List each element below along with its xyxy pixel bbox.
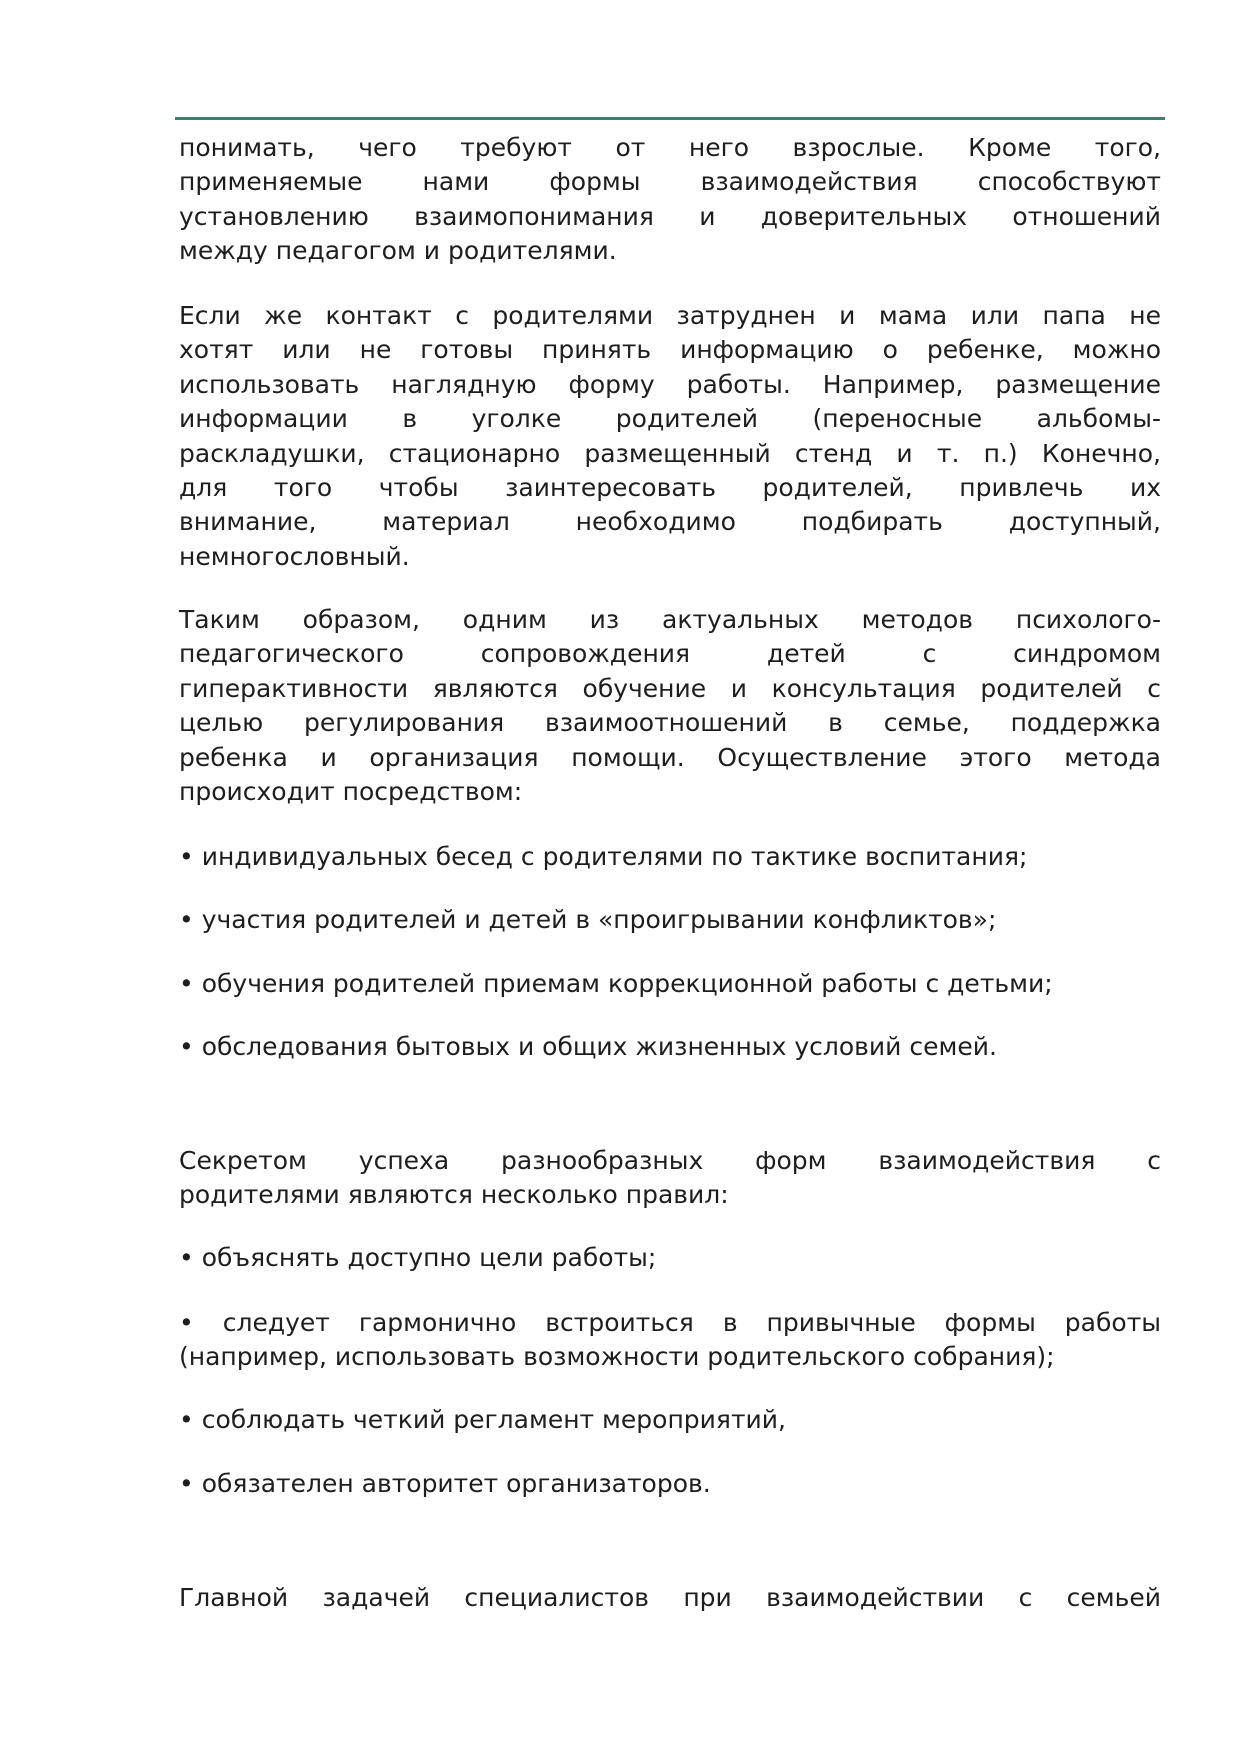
text-line: раскладушки, стационарно размещенный стенд и т. п.) Конечно,: [179, 438, 1161, 468]
bullet-item: [179, 1030, 1161, 1064]
text-line: гиперактивности являются обучение и консультация родителей с: [179, 673, 1161, 703]
text-line: происходит посредством:: [179, 777, 523, 807]
text-line: • обучения родителей приемам коррекционной работы с детьми;: [179, 969, 1053, 998]
bullet-item: [179, 1241, 1161, 1275]
text-line: применяемые нами формы взаимодействия способствуют: [179, 167, 1161, 197]
text-line: • обследования бытовых и общих жизненных условий семей.: [179, 1032, 997, 1061]
bullet-item: [179, 1403, 1161, 1437]
paragraph: [179, 299, 1161, 574]
paragraph: [179, 1581, 1161, 1615]
text-line: использовать наглядную форму работы. Например, размещение: [179, 369, 1161, 399]
text-line: для того чтобы заинтересовать родителей, привлечь их: [179, 473, 1161, 503]
text-line: родителями являются несколько правил:: [179, 1180, 729, 1210]
bullet-item: [179, 840, 1161, 874]
text-line: информации в уголке родителей (переносные альбомы-: [179, 404, 1161, 434]
paragraph: [179, 1144, 1161, 1213]
text-line: Таким образом, одним из актуальных методов психолого-: [179, 605, 1161, 634]
bullet-item: [179, 967, 1161, 1001]
text-line: • обязателен авторитет организаторов.: [179, 1469, 711, 1498]
text-line: понимать, чего требуют от него взрослые. Кроме того,: [179, 133, 1161, 162]
paragraph: [179, 131, 1161, 269]
bullet-item: [179, 1306, 1161, 1375]
text-line: • индивидуальных бесед с родителями по тактике воспитания;: [179, 842, 1028, 871]
text-line: целью регулирования взаимоотношений в семье, поддержка: [179, 708, 1161, 738]
text-line: • объяснять доступно цели работы;: [179, 1243, 657, 1272]
text-line: • следует гармонично встроиться в привычные формы работы: [179, 1308, 1161, 1337]
text-line: установлению взаимопонимания и доверительных отношений: [179, 201, 1161, 231]
text-line: немногословный.: [179, 541, 410, 571]
text-line: (например, использовать возможности родительского собрания);: [179, 1342, 1055, 1372]
bullet-item: [179, 1467, 1161, 1501]
text-line: Главной задачей специалистов при взаимодействии с семьей: [179, 1583, 1161, 1612]
text-line: педагогического сопровождения детей с синдромом: [179, 639, 1161, 669]
text-line: • соблюдать четкий регламент мероприятий,: [179, 1405, 786, 1434]
text-line: Секретом успеха разнообразных форм взаимодействия с: [179, 1146, 1161, 1175]
text-line: внимание, материал необходимо подбирать доступный,: [179, 507, 1161, 537]
text-line: • участия родителей и детей в «проигрывании конфликтов»;: [179, 905, 997, 934]
header-rule: [175, 117, 1165, 120]
text-line: ребенка и организация помощи. Осуществление этого метода: [179, 742, 1161, 772]
text-line: Если же контакт с родителями затруднен и мама или папа не: [179, 301, 1161, 330]
paragraph: [179, 603, 1161, 809]
bullet-item: [179, 903, 1161, 937]
text-line: хотят или не готовы принять информацию о ребенке, можно: [179, 335, 1161, 365]
text-line: между педагогом и родителями.: [179, 236, 617, 266]
